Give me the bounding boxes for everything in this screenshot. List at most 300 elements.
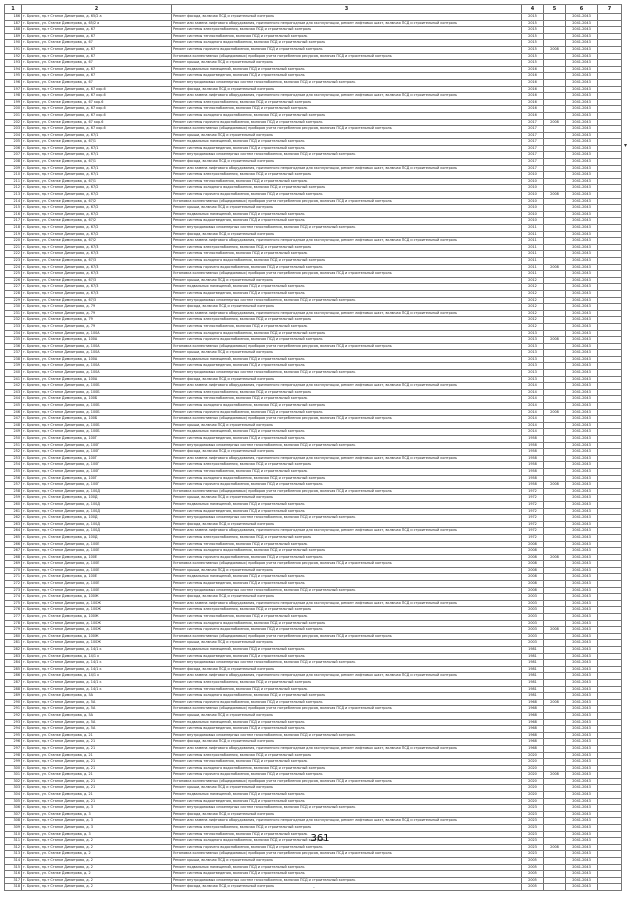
empty-cell xyxy=(598,759,622,766)
work-type-cell: Ремонт внутридомовых инженерных систем газоснабжения, включая ПСД и строительный контроль xyxy=(172,805,522,812)
year-cell-2 xyxy=(544,475,566,482)
period-cell: 2041-2043 xyxy=(566,475,598,482)
period-cell: 2041-2043 xyxy=(566,844,598,851)
year-cell: 2003 xyxy=(522,600,544,607)
year-cell: 1972 xyxy=(522,488,544,495)
work-type-cell: Ремонт фасада, включая ПСД и строительный контроль xyxy=(172,739,522,746)
year-cell: 2016 xyxy=(522,86,544,93)
period-cell: 2041-2043 xyxy=(566,99,598,106)
empty-cell xyxy=(598,27,622,34)
row-number: 217 xyxy=(5,218,22,225)
empty-cell xyxy=(598,455,622,462)
work-type-cell: Ремонт системы водоотведения, включая ПСД и строительный контроль xyxy=(172,871,522,878)
empty-cell xyxy=(598,284,622,291)
address-cell: г. Брянск, пр-т Станке Димитрова, д. 67/2 xyxy=(22,211,172,218)
year-cell: 1968 xyxy=(522,699,544,706)
year-cell: 2015 xyxy=(522,20,544,27)
row-number: 301 xyxy=(5,772,22,779)
address-cell: г. Брянск, ул. Станке Димитрова, д. 67 кор.6 xyxy=(22,119,172,126)
work-type-cell: Ремонт системы холодного водоснабжения, включая ПСД и строительный контроль xyxy=(172,112,522,119)
empty-cell xyxy=(598,825,622,832)
work-type-cell: Ремонт системы холодного водоснабжения, включая ПСД и строительный контроль xyxy=(172,693,522,700)
year-cell: 2012 xyxy=(522,323,544,330)
empty-cell xyxy=(598,330,622,337)
register-table-wrapper xyxy=(4,4,622,891)
work-type-cell: Ремонт внутридомовых инженерных систем газоснабжения, включая ПСД и строительный контроль xyxy=(172,877,522,884)
year-cell: 1958 xyxy=(522,436,544,443)
work-type-cell: Ремонт системы теплоснабжения, включая ПСД и строительный контроль xyxy=(172,686,522,693)
address-cell: г. Брянск, пр-т Станке Димитрова, д. 5А xyxy=(22,726,172,733)
row-number: 235 xyxy=(5,337,22,344)
year-cell-2 xyxy=(544,884,566,891)
empty-cell xyxy=(598,567,622,574)
period-cell: 2041-2043 xyxy=(566,712,598,719)
period-cell: 2041-2043 xyxy=(566,778,598,785)
year-cell: 2015 xyxy=(522,40,544,47)
table-row xyxy=(5,363,622,370)
empty-cell xyxy=(598,587,622,594)
empty-cell xyxy=(598,574,622,581)
year-cell-2 xyxy=(544,422,566,429)
address-cell: г. Брянск, пр-т Станке Димитрова, д. 100Д xyxy=(22,528,172,535)
empty-cell xyxy=(598,165,622,172)
period-cell: 2041-2043 xyxy=(566,468,598,475)
year-cell-2 xyxy=(544,871,566,878)
year-cell-2: 2008 xyxy=(544,844,566,851)
period-cell: 2041-2043 xyxy=(566,33,598,40)
period-cell: 2041-2043 xyxy=(566,317,598,324)
address-cell: г. Брянск, пр-т Станке Димитрова, д. 67 xyxy=(22,66,172,73)
year-cell: 2013 xyxy=(522,370,544,377)
period-cell: 2041-2043 xyxy=(566,396,598,403)
address-cell: г. Брянск, пр-т Станке Димитрова, д. 21 xyxy=(22,759,172,766)
period-cell: 2041-2043 xyxy=(566,330,598,337)
year-cell: 2016 xyxy=(522,93,544,100)
work-type-cell: Ремонт системы горячего водоснабжения, включая ПСД и строительный контроль xyxy=(172,46,522,53)
work-type-cell: Ремонт внутридомовых инженерных систем газоснабжения, включая ПСД и строительный контроль xyxy=(172,297,522,304)
table-row xyxy=(5,218,622,225)
table-row xyxy=(5,844,622,851)
table-row xyxy=(5,785,622,792)
row-number: 254 xyxy=(5,462,22,469)
row-number: 228 xyxy=(5,290,22,297)
row-number: 237 xyxy=(5,350,22,357)
address-cell: г. Брянск, ул. Станке Димитрова, д. 67 xyxy=(22,79,172,86)
row-number: 201 xyxy=(5,112,22,119)
year-cell: 2008 xyxy=(522,587,544,594)
year-cell-2 xyxy=(544,712,566,719)
work-type-cell: Ремонт системы электроснабжения, включая ПСД и строительный контроль xyxy=(172,752,522,759)
year-cell-2: 2008 xyxy=(544,699,566,706)
work-type-cell: Ремонт системы горячего водоснабжения, включая ПСД и строительный контроль xyxy=(172,119,522,126)
year-cell-2 xyxy=(544,139,566,146)
period-cell: 2041-2043 xyxy=(566,436,598,443)
period-cell: 2041-2043 xyxy=(566,60,598,67)
row-number: 293 xyxy=(5,719,22,726)
work-type-cell: Ремонт внутридомовых инженерных систем газоснабжения, включая ПСД и строительный контроль xyxy=(172,152,522,159)
table-row xyxy=(5,290,622,297)
table-row xyxy=(5,46,622,53)
year-cell-2 xyxy=(544,686,566,693)
year-cell-2 xyxy=(544,660,566,667)
address-cell: г. Брянск, пр-т Станке Димитрова, д. 100Е xyxy=(22,581,172,588)
empty-cell xyxy=(598,264,622,271)
work-type-cell: Установка коллективных (общедомовых) приборов учета потребления ресурсов, включая ПСД и строительный контроль xyxy=(172,271,522,278)
period-cell: 2041-2043 xyxy=(566,20,598,27)
year-cell: 2013 xyxy=(522,337,544,344)
work-type-cell: Ремонт фасада, включая ПСД и строительный контроль xyxy=(172,811,522,818)
year-cell-2 xyxy=(544,693,566,700)
table-row xyxy=(5,165,622,172)
work-type-cell: Ремонт системы электроснабжения, включая ПСД и строительный контроль xyxy=(172,99,522,106)
table-row xyxy=(5,33,622,40)
address-cell: г. Брянск, пр-т Станке Димитрова, д. 100А xyxy=(22,343,172,350)
year-cell: 2013 xyxy=(522,376,544,383)
table-row xyxy=(5,818,622,825)
empty-cell xyxy=(598,403,622,410)
table-row xyxy=(5,172,622,179)
address-cell: г. Брянск, пр-т Станке Димитрова, д. 67/3 xyxy=(22,284,172,291)
work-type-cell: Ремонт фасада, включая ПСД и строительный контроль xyxy=(172,594,522,601)
row-number: 243 xyxy=(5,389,22,396)
work-type-cell: Ремонт или замена лифтового оборудования, признанного непригодным для эксплуатации, ремонт лифтовых шахт, включая ПСД и строительный контроль xyxy=(172,745,522,752)
period-cell: 2041-2043 xyxy=(566,792,598,799)
row-number: 274 xyxy=(5,594,22,601)
period-cell: 2041-2043 xyxy=(566,271,598,278)
year-cell: 2008 xyxy=(522,548,544,555)
empty-cell xyxy=(598,752,622,759)
year-cell: 1958 xyxy=(522,449,544,456)
period-cell: 2041-2043 xyxy=(566,752,598,759)
address-cell: г. Брянск, пр-т Станке Димитрова, д. 14/1 к xyxy=(22,686,172,693)
address-cell: г. Брянск, пр-т Станке Димитрова, д. 67/2 xyxy=(22,225,172,232)
work-type-cell: Ремонт или замена лифтового оборудования, признанного непригодным для эксплуатации, ремонт лифтовых шахт, включая ПСД и строительный контроль xyxy=(172,455,522,462)
period-cell: 2041-2043 xyxy=(566,416,598,423)
empty-cell xyxy=(598,620,622,627)
empty-cell xyxy=(598,304,622,311)
work-type-cell: Ремонт системы горячего водоснабжения, включая ПСД и строительный контроль xyxy=(172,337,522,344)
year-cell: 2005 xyxy=(522,871,544,878)
table-row xyxy=(5,660,622,667)
period-cell: 2041-2043 xyxy=(566,376,598,383)
address-cell: г. Брянск, пр-т Станке Димитрова, д. 100Д xyxy=(22,508,172,515)
table-row xyxy=(5,627,622,634)
period-cell: 2041-2043 xyxy=(566,225,598,232)
work-type-cell: Ремонт системы горячего водоснабжения, включая ПСД и строительный контроль xyxy=(172,409,522,416)
table-row xyxy=(5,27,622,34)
empty-cell xyxy=(598,719,622,726)
year-cell: 1968 xyxy=(522,719,544,726)
period-cell: 2041-2043 xyxy=(566,284,598,291)
table-row xyxy=(5,541,622,548)
address-cell: г. Брянск, ул. Станке Димитрова, д. 67/2 xyxy=(22,198,172,205)
year-cell-2 xyxy=(544,284,566,291)
row-number: 296 xyxy=(5,739,22,746)
year-cell-2 xyxy=(544,86,566,93)
work-type-cell: Ремонт системы водоотведения, включая ПСД и строительный контроль xyxy=(172,653,522,660)
address-cell: г. Брянск, пр-т Станке Димитрова, д. 5А xyxy=(22,706,172,713)
year-cell-2 xyxy=(544,363,566,370)
period-cell: 2041-2043 xyxy=(566,600,598,607)
table-row xyxy=(5,554,622,561)
year-cell-2 xyxy=(544,600,566,607)
year-cell-2 xyxy=(544,548,566,555)
work-type-cell: Ремонт системы электроснабжения, включая ПСД и строительный контроль xyxy=(172,244,522,251)
empty-cell xyxy=(598,33,622,40)
table-row xyxy=(5,330,622,337)
row-number: 276 xyxy=(5,607,22,614)
year-cell-2 xyxy=(544,567,566,574)
address-cell: г. Брянск, пр-т Станке Димитрова, д. 100Ж xyxy=(22,607,172,614)
year-cell-2 xyxy=(544,726,566,733)
period-cell: 2041-2043 xyxy=(566,706,598,713)
address-cell: г. Брянск, пр-т Станке Димитрова, д. 3 xyxy=(22,818,172,825)
empty-cell xyxy=(598,495,622,502)
empty-cell xyxy=(598,732,622,739)
work-type-cell: Ремонт внутридомовых инженерных систем газоснабжения, включая ПСД и строительный контроль xyxy=(172,225,522,232)
year-cell-2 xyxy=(544,343,566,350)
year-cell: 2017 xyxy=(522,126,544,133)
work-type-cell: Ремонт крыши, включая ПСД и строительный контроль xyxy=(172,422,522,429)
row-number: 218 xyxy=(5,225,22,232)
address-cell: г. Брянск, пр-т Станке Димитрова, д. 67 кор.6 xyxy=(22,86,172,93)
year-cell: 2016 xyxy=(522,112,544,119)
row-number: 252 xyxy=(5,449,22,456)
work-type-cell: Ремонт системы теплоснабжения, включая ПСД и строительный контроль xyxy=(172,468,522,475)
period-cell: 2041-2043 xyxy=(566,726,598,733)
period-cell: 2041-2043 xyxy=(566,356,598,363)
address-cell: г. Брянск, пр-т Станке Димитрова, д. 100Е xyxy=(22,561,172,568)
year-cell-2 xyxy=(544,238,566,245)
work-type-cell: Ремонт или замена лифтового оборудования, признанного непригодным для эксплуатации, ремонт лифтовых шахт, включая ПСД и строительный контроль xyxy=(172,20,522,27)
period-cell: 2041-2043 xyxy=(566,627,598,634)
row-number: 189 xyxy=(5,33,22,40)
row-number: 234 xyxy=(5,330,22,337)
row-number: 303 xyxy=(5,785,22,792)
row-number: 281 xyxy=(5,640,22,647)
period-cell: 2041-2043 xyxy=(566,172,598,179)
register-table xyxy=(4,4,622,891)
address-cell: г. Брянск, пр-т Станке Димитрова, д. 100Г xyxy=(22,468,172,475)
row-number: 305 xyxy=(5,798,22,805)
year-cell-2 xyxy=(544,877,566,884)
work-type-cell: Ремонт системы электроснабжения, включая ПСД и строительный контроль xyxy=(172,462,522,469)
period-cell: 2041-2043 xyxy=(566,719,598,726)
address-cell: г. Брянск, ул. Станке Димитрова, д. 21 xyxy=(22,792,172,799)
row-number: 239 xyxy=(5,363,22,370)
row-number: 271 xyxy=(5,574,22,581)
empty-cell xyxy=(598,231,622,238)
table-row xyxy=(5,145,622,152)
period-cell: 2041-2043 xyxy=(566,884,598,891)
empty-cell xyxy=(598,363,622,370)
empty-cell xyxy=(598,488,622,495)
work-type-cell: Ремонт крыши, включая ПСД и строительный контроль xyxy=(172,350,522,357)
year-cell-2 xyxy=(544,159,566,166)
year-cell-2: 2008 xyxy=(544,46,566,53)
address-cell: г. Брянск, ул. Станке Димитрова, д. 79 xyxy=(22,317,172,324)
empty-cell xyxy=(598,712,622,719)
work-type-cell: Ремонт крыши, включая ПСД и строительный контроль xyxy=(172,205,522,212)
scan-dot: · xyxy=(313,885,315,892)
row-number: 214 xyxy=(5,198,22,205)
year-cell-2 xyxy=(544,66,566,73)
period-cell: 2041-2043 xyxy=(566,66,598,73)
year-cell: 2011 xyxy=(522,257,544,264)
row-number: 313 xyxy=(5,851,22,858)
year-cell: 2023 xyxy=(522,825,544,832)
address-cell: г. Брянск, пр-т Станке Димитрова, д. 67 xyxy=(22,73,172,80)
year-cell-2: 2008 xyxy=(544,627,566,634)
year-cell: 2023 xyxy=(522,844,544,851)
table-row xyxy=(5,607,622,614)
work-type-cell: Ремонт подвальных помещений, включая ПСД и строительный контроль xyxy=(172,356,522,363)
period-cell: 2041-2043 xyxy=(566,488,598,495)
year-cell: 2005 xyxy=(522,864,544,871)
work-type-cell: Ремонт системы водоотведения, включая ПСД и строительный контроль xyxy=(172,290,522,297)
year-cell-2: 2008 xyxy=(544,482,566,489)
year-cell: 1968 xyxy=(522,726,544,733)
year-cell: 2016 xyxy=(522,79,544,86)
year-cell: 1981 xyxy=(522,693,544,700)
work-type-cell: Ремонт системы электроснабжения, включая ПСД и строительный контроль xyxy=(172,825,522,832)
table-row xyxy=(5,600,622,607)
table-row xyxy=(5,119,622,126)
year-cell-2 xyxy=(544,679,566,686)
year-cell: 2014 xyxy=(522,429,544,436)
period-cell: 2041-2043 xyxy=(566,211,598,218)
table-row xyxy=(5,343,622,350)
register-table-body xyxy=(5,5,622,891)
empty-cell xyxy=(598,53,622,60)
table-row xyxy=(5,205,622,212)
row-number: 295 xyxy=(5,732,22,739)
year-cell: 1958 xyxy=(522,468,544,475)
empty-cell xyxy=(598,699,622,706)
year-cell-2 xyxy=(544,376,566,383)
empty-cell xyxy=(598,277,622,284)
table-row xyxy=(5,739,622,746)
address-cell: г. Брянск, ул. Станке Димитрова, д. 100Б xyxy=(22,396,172,403)
table-row xyxy=(5,673,622,680)
table-row xyxy=(5,409,622,416)
work-type-cell: Установка коллективных (общедомовых) приборов учета потребления ресурсов, включая ПСД и строительный контроль xyxy=(172,778,522,785)
work-type-cell: Ремонт или замена лифтового оборудования, признанного непригодным для эксплуатации, ремонт лифтовых шахт, включая ПСД и строительный контроль xyxy=(172,165,522,172)
empty-cell xyxy=(598,581,622,588)
year-cell-2 xyxy=(544,317,566,324)
address-cell: г. Брянск, пр-т Станке Димитрова, д. 14/1 к xyxy=(22,647,172,654)
empty-cell xyxy=(598,647,622,654)
year-cell-2 xyxy=(544,792,566,799)
table-row xyxy=(5,633,622,640)
address-cell: г. Брянск, ул. Станке Димитрова, д. 67 кор.6 xyxy=(22,99,172,106)
work-type-cell: Ремонт системы теплоснабжения, включая ПСД и строительный контроль xyxy=(172,33,522,40)
row-number: 207 xyxy=(5,152,22,159)
empty-cell xyxy=(598,653,622,660)
address-cell: г. Брянск, ул. Станке Димитрова, д. 100Г xyxy=(22,436,172,443)
year-cell: 1981 xyxy=(522,679,544,686)
address-cell: г. Брянск, ул. Станке Димитрова, д. 100Б xyxy=(22,416,172,423)
table-row xyxy=(5,475,622,482)
table-row xyxy=(5,211,622,218)
work-type-cell: Ремонт системы теплоснабжения, включая ПСД и строительный контроль xyxy=(172,396,522,403)
year-cell: 2014 xyxy=(522,396,544,403)
period-cell: 2041-2043 xyxy=(566,403,598,410)
table-row xyxy=(5,482,622,489)
year-cell-2 xyxy=(544,561,566,568)
table-row xyxy=(5,778,622,785)
empty-cell xyxy=(598,132,622,139)
address-cell: г. Брянск, пр-т Станке Димитрова, д. 67 xyxy=(22,46,172,53)
year-cell-2 xyxy=(544,673,566,680)
period-cell: 2041-2043 xyxy=(566,574,598,581)
period-cell: 2041-2043 xyxy=(566,178,598,185)
row-number: 191 xyxy=(5,46,22,53)
year-cell: 2013 xyxy=(522,350,544,357)
address-cell: г. Брянск, пр-т Станке Димитрова, д. 3 xyxy=(22,805,172,812)
table-row xyxy=(5,726,622,733)
year-cell: 1972 xyxy=(522,521,544,528)
period-cell: 2041-2043 xyxy=(566,554,598,561)
empty-cell xyxy=(598,317,622,324)
year-cell-2 xyxy=(544,165,566,172)
year-cell: 2017 xyxy=(522,152,544,159)
year-cell: 2012 xyxy=(522,297,544,304)
row-number: 195 xyxy=(5,73,22,80)
row-number: 216 xyxy=(5,211,22,218)
row-number: 200 xyxy=(5,106,22,113)
empty-cell xyxy=(598,521,622,528)
year-cell: 2011 xyxy=(522,225,544,232)
period-cell: 2041-2043 xyxy=(566,515,598,522)
work-type-cell: Ремонт системы теплоснабжения, включая ПСД и строительный контроль xyxy=(172,831,522,838)
period-cell: 2041-2043 xyxy=(566,673,598,680)
address-cell: г. Брянск, ул. Станке Димитрова, д. 100Г xyxy=(22,475,172,482)
work-type-cell: Установка коллективных (общедомовых) приборов учета потребления ресурсов, включая ПСД и строительный контроль xyxy=(172,561,522,568)
work-type-cell: Ремонт системы электроснабжения, включая ПСД и строительный контроль xyxy=(172,389,522,396)
year-cell: 2010 xyxy=(522,205,544,212)
work-type-cell: Ремонт внутридомовых инженерных систем газоснабжения, включая ПСД и строительный контроль xyxy=(172,660,522,667)
row-number: 209 xyxy=(5,165,22,172)
work-type-cell: Ремонт крыши, включая ПСД и строительный контроль xyxy=(172,712,522,719)
address-cell: г. Брянск, пр-т Станке Димитрова, д. 100Е xyxy=(22,567,172,574)
year-cell-2 xyxy=(544,152,566,159)
table-row xyxy=(5,508,622,515)
work-type-cell: Ремонт подвальных помещений, включая ПСД и строительный контроль xyxy=(172,501,522,508)
year-cell-2 xyxy=(544,858,566,865)
work-type-cell: Ремонт системы водоотведения, включая ПСД и строительный контроль xyxy=(172,436,522,443)
year-cell-2 xyxy=(544,323,566,330)
row-number: 232 xyxy=(5,317,22,324)
table-row xyxy=(5,429,622,436)
year-cell: 2017 xyxy=(522,132,544,139)
year-cell-2 xyxy=(544,455,566,462)
year-cell-2 xyxy=(544,185,566,192)
address-cell: г. Брянск, пр-т Станке Димитрова, д. 79 xyxy=(22,323,172,330)
table-row xyxy=(5,574,622,581)
year-cell: 2020 xyxy=(522,752,544,759)
year-cell: 2010 xyxy=(522,198,544,205)
period-cell: 2041-2043 xyxy=(566,139,598,146)
row-number: 302 xyxy=(5,778,22,785)
period-cell: 2041-2043 xyxy=(566,244,598,251)
year-cell: 1968 xyxy=(522,732,544,739)
address-cell: г. Брянск, пр-т Станке Димитрова, д. 100Б xyxy=(22,422,172,429)
address-cell: г. Брянск, пр-т Станке Димитрова, д. 2 xyxy=(22,877,172,884)
empty-cell xyxy=(598,79,622,86)
address-cell: г. Брянск, ул. Станке Димитрова, д. 100А xyxy=(22,356,172,363)
work-type-cell: Ремонт системы водоотведения, включая ПСД и строительный контроль xyxy=(172,363,522,370)
